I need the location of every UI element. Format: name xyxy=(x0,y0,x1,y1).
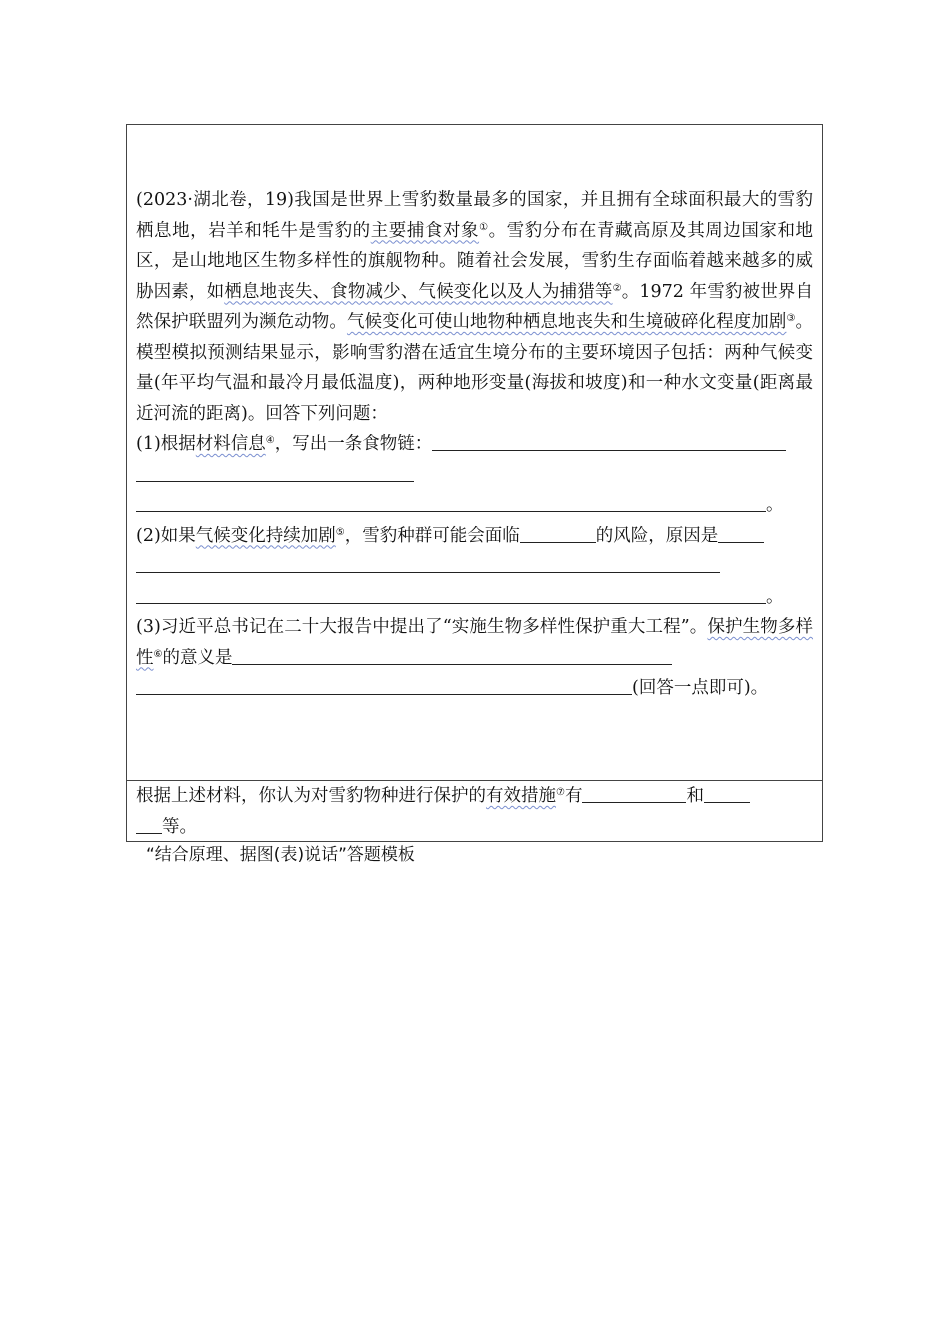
question-cell xyxy=(136,185,813,704)
answer-blank[interactable] xyxy=(582,784,686,803)
measures-question: 根据上述材料，你认为对雪豹物种进行保护的有效措施⑦有 和 等。 xyxy=(136,781,813,842)
question-table xyxy=(126,124,823,842)
marked-text-4: 材料信息 xyxy=(195,434,266,454)
marked-text-7: 有效措施 xyxy=(486,786,556,806)
answer-blank[interactable] xyxy=(136,815,162,834)
note-marker-3: ③ xyxy=(786,313,796,324)
note-marker-6: ⑥ xyxy=(153,648,163,660)
answer-blank[interactable] xyxy=(432,432,786,451)
answer-blank[interactable] xyxy=(136,585,766,604)
question-2: (2)如果气候变化持续加剧⑤，雪豹种群可能会面临 的风险，原因是 。 xyxy=(136,525,784,607)
note-marker-1: ① xyxy=(479,221,489,233)
answer-blank[interactable] xyxy=(718,524,764,543)
answer-blank[interactable] xyxy=(136,463,414,482)
note-marker-7: ⑦ xyxy=(556,787,565,798)
question-1: (1)根据材料信息④，写出一条食物链： 。 xyxy=(136,429,813,521)
answer-blank[interactable] xyxy=(136,493,766,512)
template-caption: “结合原理、据图(表)说话”答题模板 xyxy=(146,845,415,865)
marked-text-1: 主要捕食对象 xyxy=(370,220,480,241)
answer-blank[interactable] xyxy=(520,524,596,543)
answer-blank[interactable] xyxy=(136,676,632,695)
note-marker-2: ② xyxy=(612,282,622,294)
question-source: (2023·湖北卷，19) xyxy=(136,190,295,210)
marked-text-6: 保护生物多样性 xyxy=(136,617,814,668)
note-cell xyxy=(136,781,813,842)
material-paragraph: (2023·湖北卷，19)我国是世界上雪豹数量最多的国家，并且拥有全球面积最大的雪豹栖息地，岩羊和牦牛是雪豹的主要捕食对象①。雪豹分布在青藏高原及其周边国家和地区，是山地地区生物多样性的旗舰物种。随着社会发展，雪豹生存面临着越来越多的威胁因素，如栖息地丧失、食物减少、气候变化以及人为捕猎等②。1972 年雪豹被世界自然保护联盟列为濒危动物。气候变化可使山地物种栖息地丧失和生境破碎化程度加剧③。模型模拟预测结果显示，影响雪豹潜在适宜生境分布的主要环境因子包括：两种气候变量(年平均气温和最冷月最低温度)，两种地形变量(海拔和坡度)和一种水文变量(距离最近河流的距离)。回答下列问题： xyxy=(136,190,814,424)
marked-text-2: 栖息地丧失、食物减少、气候变化以及人为捕猎等 xyxy=(224,281,613,302)
answer-blank[interactable] xyxy=(232,646,672,665)
question-3: (3)习近平总书记在二十大报告中提出了“实施生物多样性保护重大工程”。保护生物多样性⑥的意义是 (回答一点即可)。 xyxy=(136,617,814,698)
marked-text-5: 气候变化持续加剧 xyxy=(195,525,336,546)
answer-blank[interactable] xyxy=(136,554,720,573)
note-marker-5: ⑤ xyxy=(335,526,345,538)
marked-text-3: 气候变化可使山地物种栖息地丧失和生境破碎化程度加剧 xyxy=(346,312,787,332)
answer-blank[interactable] xyxy=(704,784,750,803)
note-marker-4: ④ xyxy=(265,435,275,446)
